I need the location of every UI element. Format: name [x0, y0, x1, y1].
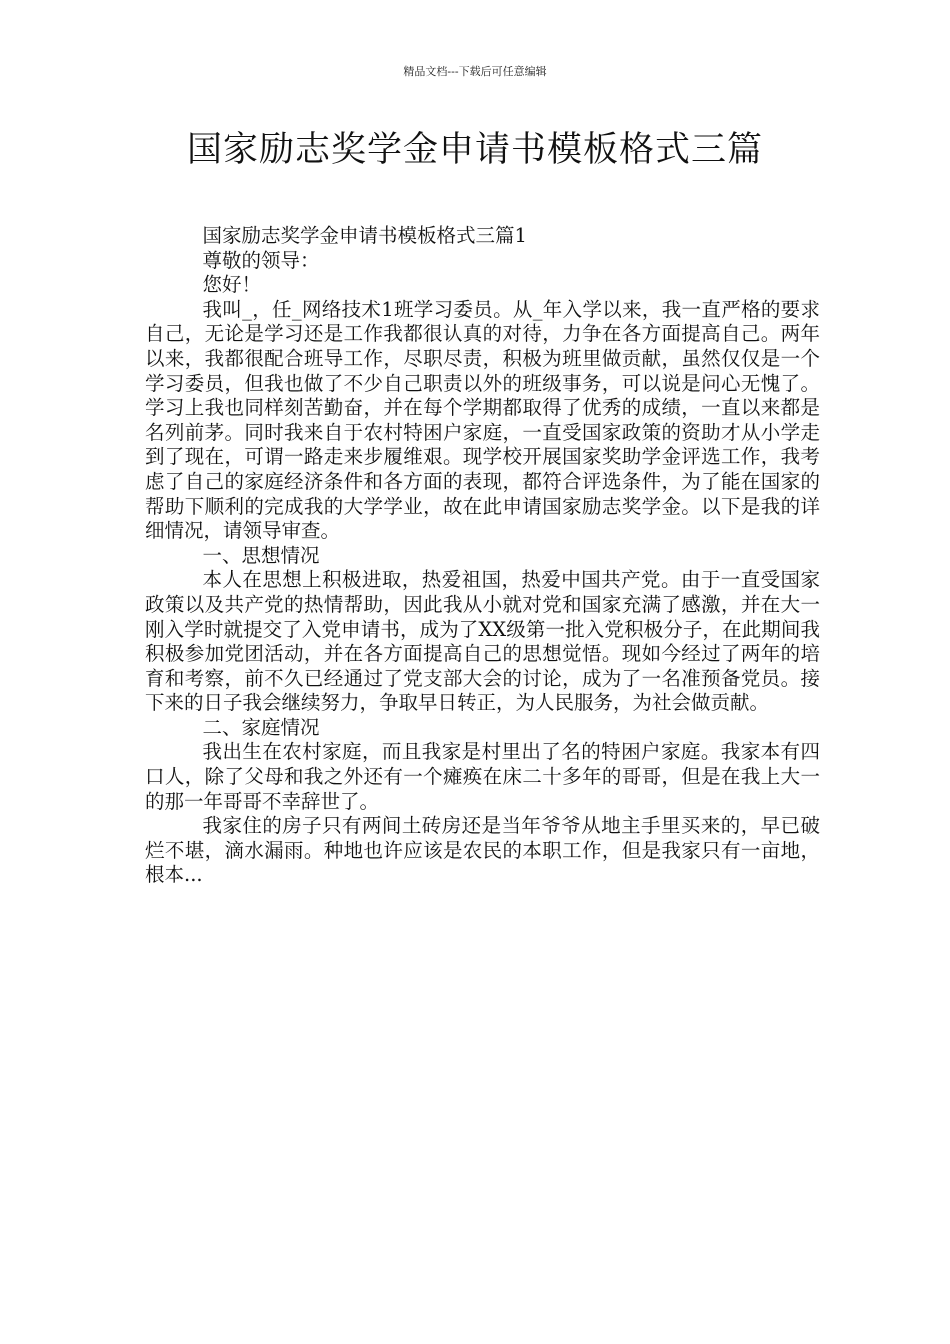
page-header-note: 精品文档---下载后可任意编辑: [403, 65, 547, 78]
body-paragraph: 我叫_，任_网络技术1班学习委员。从_年入学以来，我一直严格的要求自己，无论是学习还是工作我都很认真的对待，力争在各方面提高自己。两年以来，我都很配合班导工作，尽职尽责，积极为班里做贡献，虽然仅仅是一个学习委员，但我也做了不少自己职责以外的班级事务，可以说是问心无愧了。学习上我也同样刻苦勤奋，并在每个学期都取得了优秀的成绩，一直以来都是名列前茅。同时我来自于农村特困户家庭，一直受国家政策的资助才从小学走到了现在，可谓一路走来步履维艰。现学校开展国家奖助学金评选工作，我考虑了自己的家庭经济条件和各方面的表现，都符合评选条件，为了能在国家的帮助下顺利的完成我的大学学业，故在此申请国家励志奖学金。以下是我的详细情况，请领导审查。: [145, 297, 820, 543]
section-heading: 国家励志奖学金申请书模板格式三篇1: [202, 224, 527, 247]
body-paragraph: 我家住的房子只有两间土砖房还是当年爷爷从地主手里买来的，早已破烂不堪，滴水漏雨。种地也许应该是农民的本职工作，但是我家只有一亩地，根本...: [145, 814, 820, 887]
subsection-heading: 二、家庭情况: [202, 715, 320, 739]
document-title: 国家励志奖学金申请书模板格式三篇: [186, 130, 763, 170]
body-paragraph: 本人在思想上积极进取，热爱祖国，热爱中国共产党。由于一直受国家政策以及共产党的热情帮助，因此我从小就对党和国家充满了感激，并在大一刚入学时就提交了入党申请书，成为了XX级第一批入党积极分子，在此期间我积极参加党团活动，并在各方面提高自己的思想觉悟。现如今经过了两年的培育和考察，前不久已经通过了党支部大会的讨论，成为了一名准预备党员。接下来的日子我会继续努力，争取早日转正，为人民服务，为社会做贡献。: [145, 568, 820, 715]
body-paragraph: 我出生在农村家庭，而且我家是村里出了名的特困户家庭。我家本有四口人，除了父母和我之外还有一个瘫痪在床二十多年的哥哥，但是在我上大一的那一年哥哥不幸辞世了。: [145, 740, 820, 813]
salutation: 尊敬的领导：: [202, 248, 320, 272]
document-body: [145, 224, 820, 888]
subsection-heading: 一、思想情况: [202, 543, 320, 567]
greeting: 您好！: [202, 273, 262, 297]
